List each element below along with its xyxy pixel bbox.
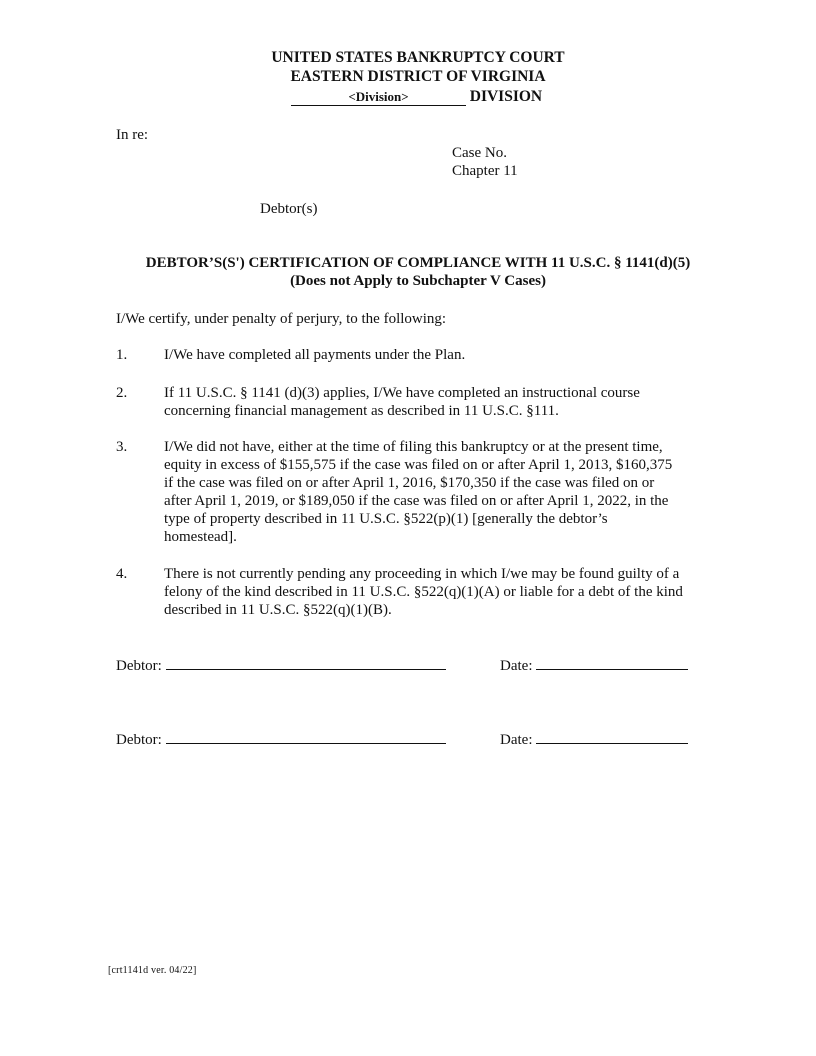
item-number: 1.: [116, 347, 128, 363]
date-field[interactable]: [536, 655, 688, 670]
item-text: There is not currently pending any proceeding in which I/we may be found guilty of a felony of the kind described in 11 U.S.C. §522(q)(1)(A) or liable for a debt of the kind described in 11 U.S.C. §522(q)(1)(B).: [164, 566, 683, 618]
document-title: DEBTOR’S(S') CERTIFICATION OF COMPLIANCE WITH 11 U.S.C. § 1141(d)(5): [145, 255, 691, 271]
item-text: I/We have completed all payments under the Plan.: [164, 347, 466, 363]
debtor-label: Debtor:: [116, 732, 162, 748]
item-text: I/We did not have, either at the time of filing this bankruptcy or at the present time, equity in excess of $155,575 if the case was filed on or after April 1, 2013, $160,375 if the case was filed on or after April 1, 2016, $170,350 if the case was filed on or after April 1, 2019, or $189,050 if the case was filed on or after April 1, 2022, in the type of property described in 11 U.S.C. §522(p)(1) [generally the debtor’s homestead].: [164, 439, 673, 545]
item-number: 4.: [116, 566, 128, 582]
debtors-label: Debtor(s): [260, 201, 318, 217]
district-name: EASTERN DISTRICT OF VIRGINIA: [290, 68, 546, 85]
item-number: 3.: [116, 439, 128, 455]
case-number-label: Case No.: [452, 145, 507, 161]
division-label: DIVISION: [469, 88, 543, 105]
signature-row: [116, 729, 446, 749]
division-field[interactable]: <Division>: [291, 89, 466, 106]
form-version: [crt1141d ver. 04/22]: [108, 965, 197, 976]
date-label: Date:: [500, 732, 533, 748]
chapter-label: Chapter 11: [452, 163, 518, 179]
date-label: Date:: [500, 658, 533, 674]
document-subtitle: (Does not Apply to Subchapter V Cases): [290, 273, 546, 289]
date-row: [500, 729, 688, 749]
debtor-signature-field[interactable]: [166, 655, 446, 670]
debtor-signature-field[interactable]: [166, 729, 446, 744]
date-row: [500, 655, 688, 675]
signature-row: [116, 655, 446, 675]
division-line: [291, 88, 542, 106]
date-field[interactable]: [536, 729, 688, 744]
item-number: 2.: [116, 385, 128, 401]
certification-intro: I/We certify, under penalty of perjury, to the following:: [116, 311, 447, 327]
in-re-label: In re:: [116, 127, 149, 143]
debtor-label: Debtor:: [116, 658, 162, 674]
item-text: If 11 U.S.C. § 1141 (d)(3) applies, I/We have completed an instructional course concerning financial management as described in 11 U.S.C. §111.: [164, 385, 640, 419]
court-name: UNITED STATES BANKRUPTCY COURT: [271, 49, 565, 66]
